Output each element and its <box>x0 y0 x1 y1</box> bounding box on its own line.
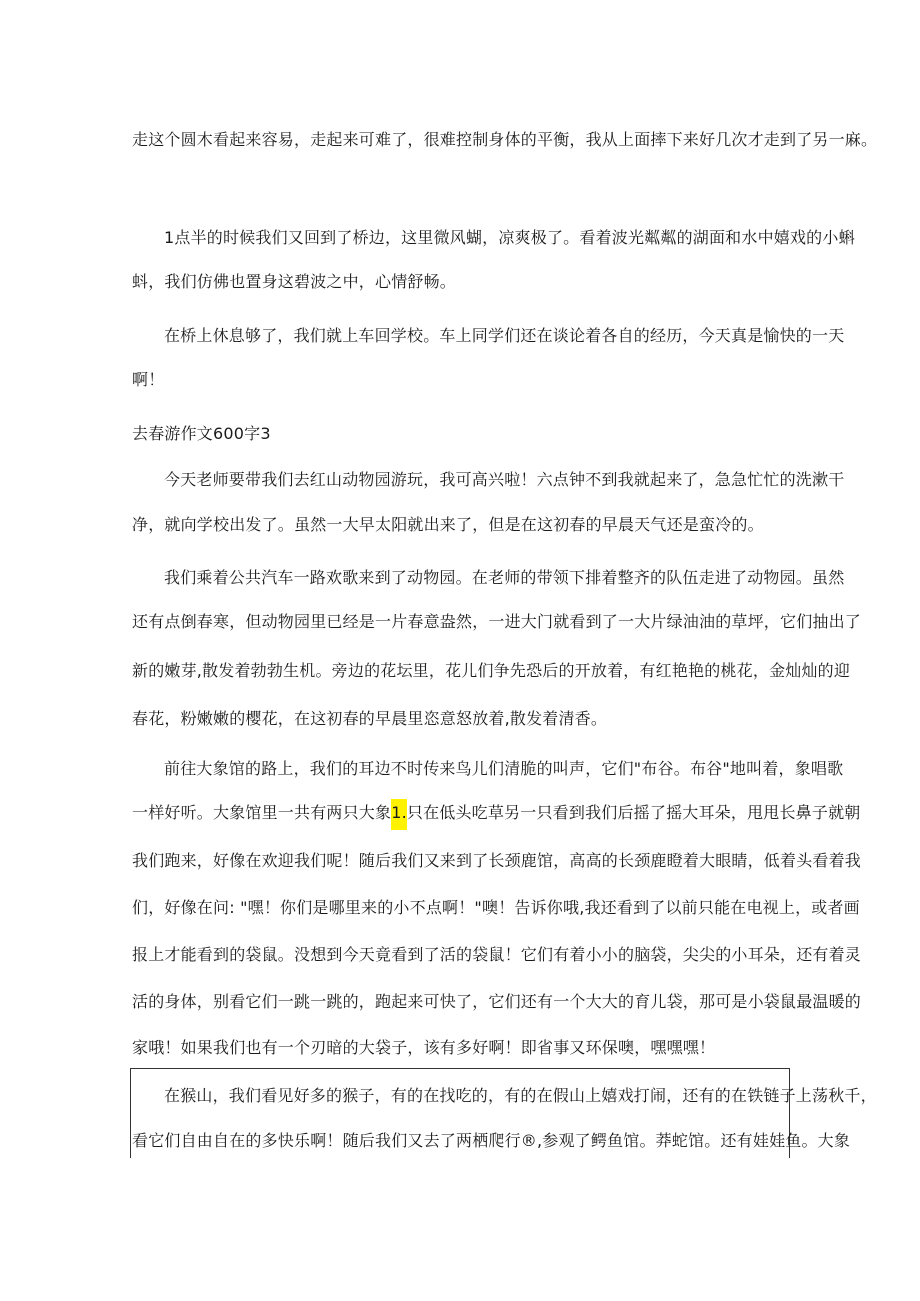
paragraph-line: 活的身体，别看它们一跳一跳的，跑起来可快了，它们还有一个大大的育儿袋，那可是小袋鼠最温暖的 <box>132 992 862 1011</box>
paragraph-line: 净，就向学校出发了。虽然一大早太阳就出来了，但是在这初春的早晨天气还是蛮冷的。 <box>132 515 764 534</box>
paragraph-line: 啊！ <box>132 370 165 389</box>
paragraph-line: 新的嫩芽,散发着勃勃生机。旁边的花坛里，花儿们争先恐后的开放着，有红艳艳的桃花，金灿灿的迎 <box>132 661 851 680</box>
paragraph-line: 看它们自由自在的多快乐啊！随后我们又去了两栖爬行®,参观了鳄鱼馆。莽蛇馆。还有娃娃鱼。大象 <box>132 1131 851 1150</box>
paragraph-line: 报上才能看到的袋鼠。没想到今天竟看到了活的袋鼠！它们有着小小的脑袋，尖尖的小耳朵，还有着灵 <box>132 945 862 964</box>
paragraph-line: 前往大象馆的路上，我们的耳边不时传来鸟儿们清脆的叫声，它们"布谷。布谷"地叫着，象唱歌 <box>164 759 844 778</box>
paragraph-line-highlighted <box>132 802 861 824</box>
text-segment: 只在低头吃草另一只看到我们后摇了摇大耳朵，甩甩长鼻子就朝 <box>406 803 861 822</box>
paragraph-line: 我们跑来，好像在欢迎我们呢！随后我们又来到了长颈鹿馆，高高的长颈鹿瞪着大眼睛，低着头看着我 <box>132 851 862 870</box>
paragraph-line: 在桥上休息够了，我们就上车回学校。车上同学们还在谈论着各自的经历，今天真是愉快的一天 <box>164 326 845 345</box>
text-segment: 一样好听。大象馆里一共有两只大象 <box>132 803 392 822</box>
paragraph-line: 走这个圆木看起来容易，走起来可难了，很难控制身体的平衡，我从上面摔下来好几次才走到了另一麻。 <box>132 130 878 149</box>
paragraph-line: 们，好像在问: "嘿！你们是哪里来的小不点啊！"噢！告诉你哦,我还看到了以前只能在电视上，或者画 <box>132 898 860 917</box>
paragraph-line: 春花，粉嫩嫩的樱花，在这初春的早晨里恣意怒放着,散发着清香。 <box>132 709 608 728</box>
paragraph-line: 家哦！如果我们也有一个刃暗的大袋子，该有多好啊！即省事又环保噢，嘿嘿嘿！ <box>132 1038 716 1057</box>
section-heading: 去春游作文600字3 <box>132 424 271 443</box>
highlighted-marker: 1. <box>391 799 407 830</box>
paragraph-line: 在猴山，我们看见好多的猴子，有的在找吃的，有的在假山上嬉戏打闹，还有的在铁链子上荡秋千， <box>164 1086 877 1105</box>
paragraph-line: 我们乘着公共汽车一路欢歌来到了动物园。在老师的带领下排着整齐的队伍走进了动物园。虽然 <box>164 568 845 587</box>
paragraph-line: 还有点倒春寒，但动物园里已经是一片春意盎然，一进大门就看到了一大片绿油油的草坪，它们抽出了 <box>132 612 862 631</box>
paragraph-line: 1点半的时候我们又回到了桥边，这里微风蝴，凉爽极了。看着波光粼粼的湖面和水中嬉戏的小蝌 <box>164 228 855 247</box>
paragraph-line: 蚪，我们仿佛也置身这碧波之中，心情舒畅。 <box>132 272 457 291</box>
paragraph-line: 今天老师要带我们去红山动物园游玩，我可高兴啦！六点钟不到我就起来了，急急忙忙的洗漱干 <box>164 470 845 489</box>
